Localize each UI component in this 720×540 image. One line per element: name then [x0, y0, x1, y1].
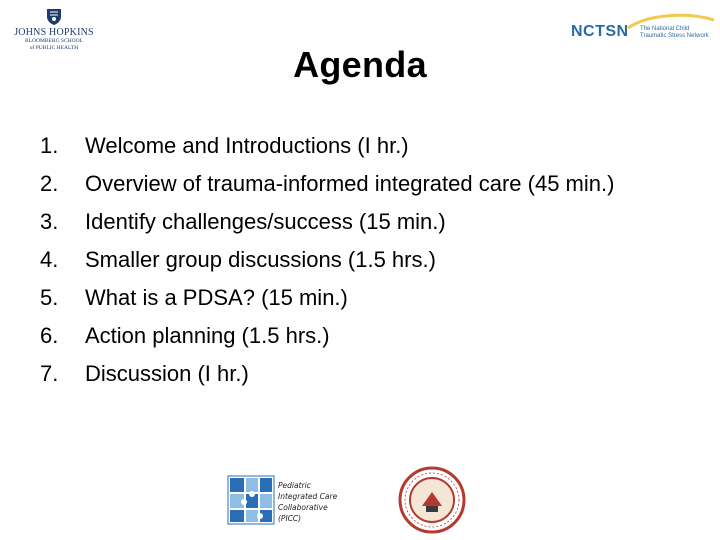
picc-line-4: (PICC) — [278, 514, 302, 523]
agenda-item-number: 3. — [40, 209, 59, 234]
agenda-item-text: Action planning (1.5 hrs.) — [85, 323, 330, 348]
agenda-item — [40, 317, 680, 355]
page-title: Agenda — [293, 44, 427, 85]
agenda-item-number: 4. — [40, 247, 59, 272]
agenda-item-text: Smaller group discussions (1.5 hrs.) — [85, 247, 436, 272]
agenda-item — [40, 203, 680, 241]
agenda-item — [40, 241, 680, 279]
nctsn-tagline — [640, 26, 718, 40]
agenda-item-text: What is a PDSA? (15 min.) — [85, 285, 348, 310]
agenda-item — [40, 165, 680, 203]
agenda-item — [40, 127, 680, 165]
agenda-item-number: 1. — [40, 133, 59, 158]
picc-line-3: Collaborative — [278, 503, 328, 512]
agenda-list — [40, 127, 680, 393]
picc-logo-text — [278, 480, 337, 524]
nctsn-tagline-line-1: The National Child — [640, 26, 690, 32]
jh-logo-sub-1: BLOOMBERG SCHOOL — [25, 38, 83, 44]
jh-logo-sub-2: of PUBLIC HEALTH — [29, 44, 79, 51]
puzzle-icon — [226, 472, 276, 528]
agenda-item-text: Identify challenges/success (15 min.) — [85, 209, 446, 234]
picc-line-2: Integrated Care — [278, 492, 338, 501]
agenda-item — [40, 279, 680, 317]
shield-icon — [46, 8, 62, 26]
picc-line-1: Pediatric — [278, 481, 311, 490]
picc-logo — [226, 472, 366, 532]
nctsn-tagline-line-2: Traumatic Stress Network — [640, 33, 709, 39]
agenda-item — [40, 355, 680, 393]
agenda-item-number: 2. — [40, 171, 59, 196]
agenda-item-text: Welcome and Introductions (I hr.) — [85, 133, 409, 158]
jh-logo-name: JOHNS HOPKINS — [14, 27, 94, 38]
agenda-item-number: 7. — [40, 361, 59, 386]
agenda-item-number: 6. — [40, 323, 59, 348]
agenda-item-number: 5. — [40, 285, 59, 310]
seal-logo — [398, 466, 466, 534]
nctsn-wordmark: NCTSN — [571, 23, 629, 40]
agenda-item-text: Overview of trauma-informed integrated care (45 min.) — [85, 171, 615, 196]
agenda-item-text: Discussion (I hr.) — [85, 361, 249, 386]
